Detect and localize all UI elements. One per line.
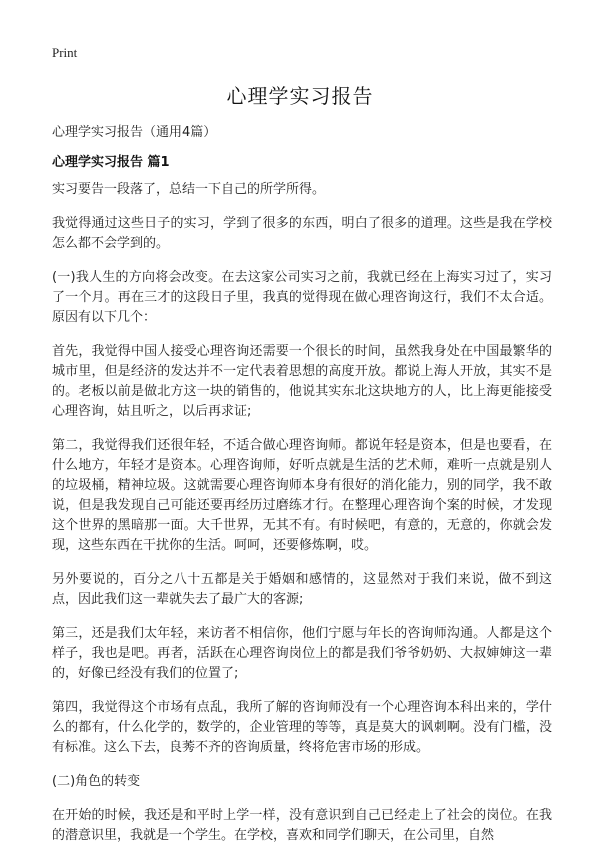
paragraph: 我觉得通过这些日子的实习，学到了很多的东西，明白了很多的道理。这些是我在学校怎么都不会学到的。 xyxy=(52,216,552,251)
paragraph: 第三，还是我们太年轻，来访者不相信你，他们宁愿与年长的咨询师沟通。人都是这个样子，我也是吧。再者，活跃在心理咨询岗位上的都是我们爷爷奶奶、大叔婶婶这一辈的，好像已经没有我们的位置了; xyxy=(52,626,552,681)
paragraph: 另外要说的，百分之八十五都是关于婚姻和感情的，这显然对于我们来说，做不到这点，因此我们这一辈就失去了最广大的客源; xyxy=(52,572,552,607)
page-title: 心理学实习报告 xyxy=(226,84,374,108)
section-heading: 心理学实习报告 篇1 xyxy=(52,155,170,170)
paragraph: 第四，我觉得这个市场有点乱，我所了解的咨询师没有一个心理咨询本科出来的，学什么的都有，什么化学的，数学的，企业管理的等等，真是莫大的讽刺啊。没有门槛，没有标准。这么下去，良莠不齐的咨询质量，终将危害市场的形成。 xyxy=(52,700,552,755)
paragraph: 实习要告一段落了，总结一下自己的所学所得。 xyxy=(52,182,326,197)
print-link[interactable]: Print xyxy=(52,45,78,60)
subsection-heading: (二)角色的转变 xyxy=(52,774,141,789)
paragraph: 第二，我觉得我们还很年轻，不适合做心理咨询师。都说年轻是资本，但是也要看，在什么地方，年轻才是资本。心理咨询师，好听点就是生活的艺术师，难听一点就是别人的垃圾桶，精神垃圾。这就需要心理咨询师本身有很好的消化能力，别的同学，我不敢说，但是我发现自己可能还要再经历过磨练才行。在整理心理咨询个案的时候，才发现这个世界的黑暗那一面。大千世界，无其不有。有时候吧，有意的，无意的，你就会发现，这些东西在干扰你的生活。呵呵，还要修炼啊，哎。 xyxy=(52,438,552,553)
paragraph: 首先，我觉得中国人接受心理咨询还需要一个很长的时间，虽然我身处在中国最繁华的城市里，但是经济的发达并不一定代表着思想的高度开放。都说上海人开放，其实不是的。老板以前是做北方这一块的销售的，他说其实东北这块地方的人，比上海更能接受心理咨询，姑且听之，以后再求证; xyxy=(52,344,552,419)
document-subtitle: 心理学实习报告（通用4篇） xyxy=(52,125,217,140)
paragraph: (一)我人生的方向将会改变。在去这家公司实习之前，我就已经在上海实习过了，实习了一个月。再在三才的这段日子里，我真的觉得现在做心理咨询这行，我们不太合适。原因有以下几个： xyxy=(52,270,552,325)
paragraph: 在开始的时候，我还是和平时上学一样，没有意识到自己已经走上了社会的岗位。在我的潜意识里，我就是一个学生。在学校，喜欢和同学们聊天，在公司里，自然 xyxy=(52,808,552,843)
article-body xyxy=(52,180,552,860)
